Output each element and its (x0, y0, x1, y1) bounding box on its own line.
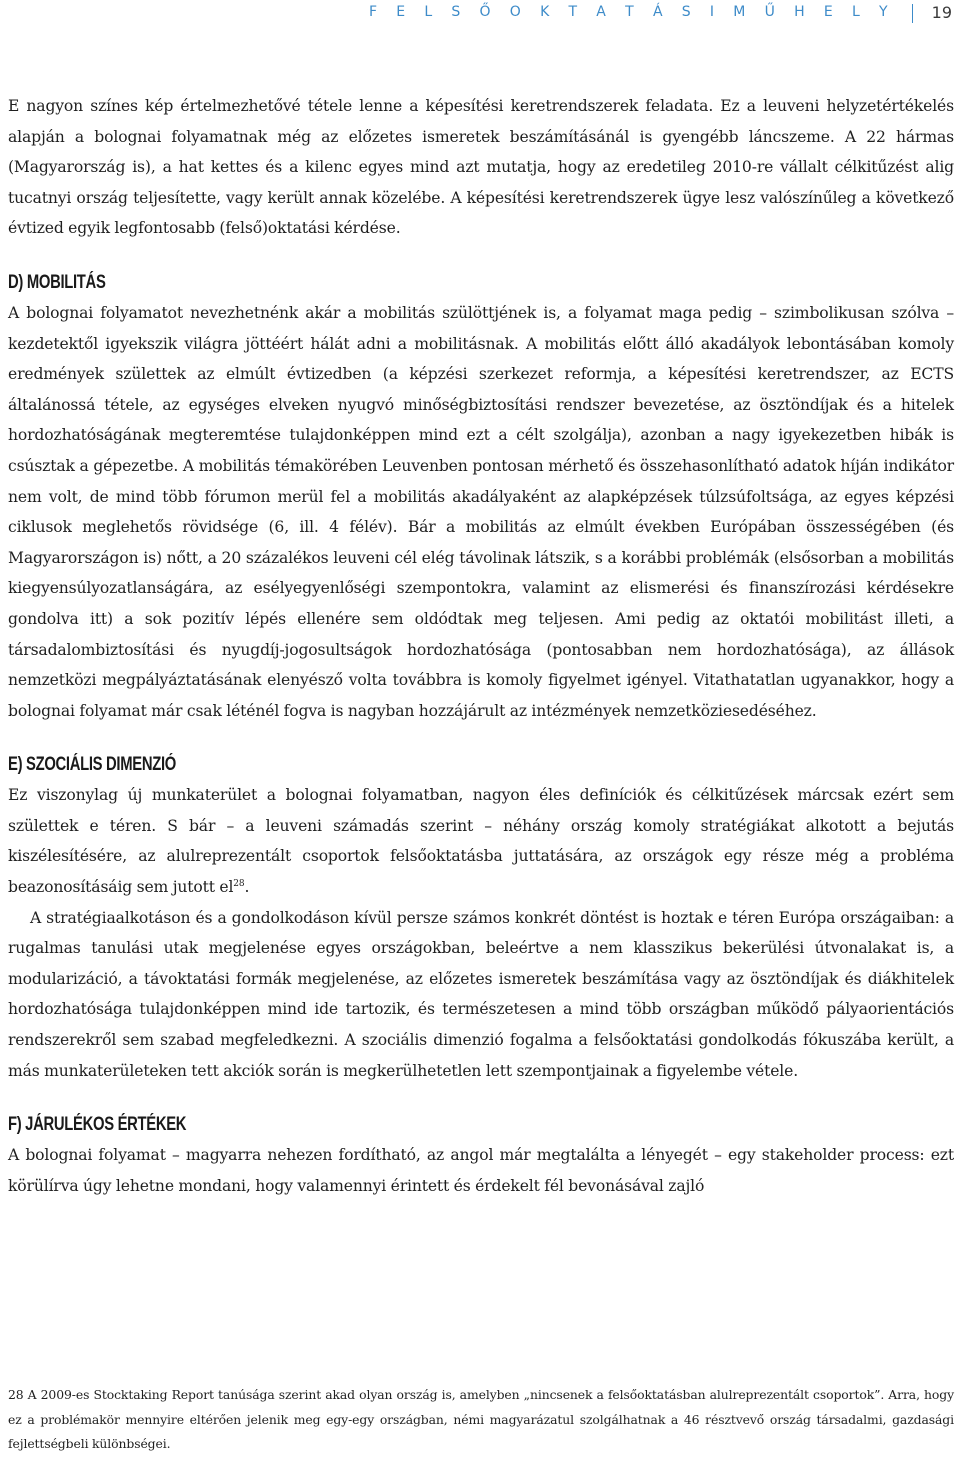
section-heading-mobility: D) MOBILITÁS (8, 271, 106, 293)
added-values-paragraph: A bolognai folyamat – magyarra nehezen fordítható, az angol már megtalálta a lényegét – egy stakeholder process: ezt körülírva úgy lehetne mondani, hogy valamennyi érintett és érdekelt fél bevonásával zajló (8, 1146, 954, 1195)
section-heading-added-values: F) JÁRULÉKOS ÉRTÉKEK (8, 1114, 187, 1136)
footnote-28: 28 A 2009-es Stocktaking Report tanúsága szerint akad olyan ország is, amelyben „nincsenek a felsőoktatásban alulreprezentált csoportok”. Arra, hogy ez a problémakör mennyire eltérően jelenik meg egy-egy országban, némi magyarázatul szolgálhatnak a 46 résztvevő ország társadalmi, gazdasági fejlettségbeli különbségei. (8, 1387, 954, 1452)
article-body (8, 91, 954, 1201)
social-dimension-paragraph-1 (8, 780, 954, 902)
page-number: 19 (931, 3, 952, 22)
social-dimension-paragraph-1-end: . (244, 878, 250, 897)
header-divider (912, 4, 913, 23)
social-dimension-paragraph-1-text: Ez viszonylag új munkaterület a bolognai folyamatban, nagyon éles definíciók és célkitűzések márcsak ezért sem születtek e téren. S bár – a leuveni számadás szerint – néhány ország komoly stratégiákat alkotott a bejutás kiszélesítésére, az alulreprezentált csoportok felsőoktatásba juttatására, az országok egy része még a probléma beazonosításáig sem jutott el (8, 786, 954, 897)
mobility-paragraph: A bolognai folyamatot nevezhetnénk akár a mobilitás szülöttjének is, a folyamat maga pedig – szimbolikusan szólva – kezdetektől igyekszik világra jöttéért hálát adni a mobilitásnak. A mobilitás előtt álló akadályok lebontásában komoly eredmények születtek az elmúlt évtizedben (a képzési szerkezet reformja, a képesítési keretrendszer, az ECTS általánossá tétele, az egységes elveken nyugvó minőségbiztosítási rendszer bevezetése, az ösztöndíjak és a hitelek hordozhatóságának megteremtése tulajdonképpen mind ezt a célt szolgálja), azonban a nagy igyekezetben hibák is csúsztak a gépezetbe. A mobilitás témakörében Leuvenben pontosan mérhető és összehasonlítható adatok híján indikátor nem volt, de mind több fórumon merül fel a mobilitás akadályaként az alapképzések túlzsúfoltsága, az egyes képzési ciklusok meglehetős rövidsége (6, ill. 4 félév). Bár a mobilitás az elmúlt években Európában összességében (és Magyarországon is) nőtt, a 20 százalékos leuveni cél elég távolinak látszik, s a korábbi problémák (elsősorban a mobilitás kiegyensúlyozatlanságára, az esélyegyenlőségi szempontokra, valamint az elismerési és finanszírozási kérdésekre gondolva itt) a sok pozitív lépés ellenére sem oldódtak meg teljesen. Ami pedig az oktatói mobilitást illeti, a társadalombiztosítási és nyugdíj-jogosultságok hordozhatósága (pontosabban nem hordozhatósága), az állások nemzetközi megpályáztatásának elenyésző volta továbbra is komoly figyelmet igényel. Vitathatatlan ugyanakkor, hogy a bolognai folyamat már csak léténél fogva is nagyban hozzájárult az intézmények nemzetköziesedéséhez. (8, 303, 954, 720)
footnote-reference-28[interactable]: 28 (233, 879, 245, 890)
running-head (0, 0, 960, 30)
journal-title: F E L S Ő O K T A T Á S I M Ű H E L Y (368, 4, 895, 20)
social-dimension-paragraph-2: A stratégiaalkotáson és a gondolkodáson kívül persze számos konkrét döntést is hoztak e téren Európa országaiban: a rugalmas tanulási utak megjelenése egyes országokban, beleértve a nem klasszikus bekerülési útvonalakat is, a modularizáció, a távoktatási formák megjelenése, az előzetes ismeretek beszámítása vagy az ösztöndíjak és diákhitelek hordozhatósága tulajdonképpen mind ide tartozik, és természetesen a mind több országban működő pályaorientációs rendszerekről sem szabad megfeledkezni. A szociális dimenzió fogalma a felsőoktatási gondolkodás fókuszába került, a más munkaterületeken tett akciók során is megkerülhetetlen lett szempontjainak a figyelembe vétele. (8, 908, 954, 1080)
intro-paragraph: E nagyon színes kép értelmezhetővé tétele lenne a képesítési keretrendszerek feladata. Ez a leuveni helyzetértékelés alapján a bolognai folyamatnak még az előzetes ismeretek beszámításánál is gyengébb láncszeme. A 22 hármas (Magyarország is), a hat kettes és a kilenc egyes mind azt mutatja, hogy az eredetileg 2010-re vállalt célkitűzést alig tucatnyi ország teljesítette, vagy került annak közelébe. A képesítési keretrendszerek ügye lesz valószínűleg a következő évtized egyik legfontosabb (felső)oktatási kérdése. (8, 97, 954, 238)
section-heading-social-dimension: E) SZOCIÁLIS DIMENZIÓ (8, 754, 177, 776)
